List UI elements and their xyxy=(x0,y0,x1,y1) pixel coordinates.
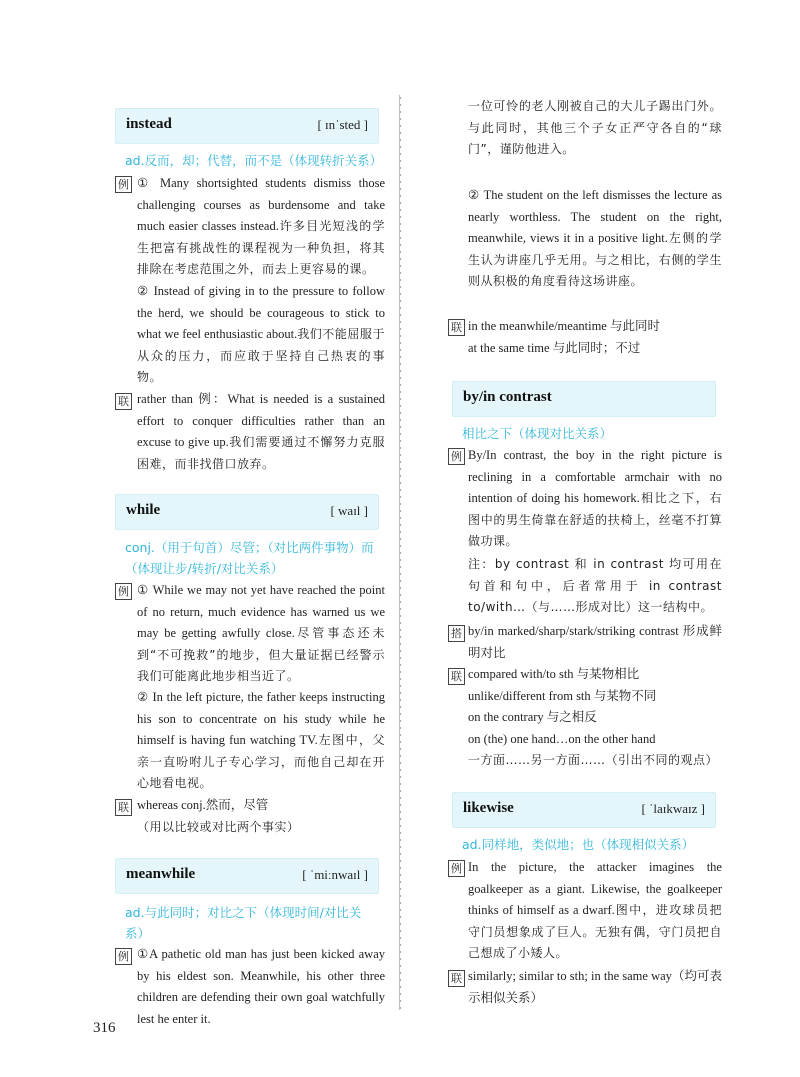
entry-word: by/in contrast xyxy=(463,389,552,405)
related-paragraph xyxy=(137,795,385,838)
example-paragraph xyxy=(137,944,385,1026)
example-tag: 例 xyxy=(448,448,465,465)
example-en: ② Instead of giving in to the pressure to follow the herd, we should be courageous to stick to what we feel enthusiastic about. xyxy=(137,284,385,341)
entry-header-contrast xyxy=(452,381,716,417)
note-text: 注：by contrast 和 in contrast 均可用在句首和句中，后者常用于 in contrast to/with…（与……形成对比）这一结构中。 xyxy=(468,557,722,614)
related-tag: 联 xyxy=(448,319,465,336)
example-zh: 我们不能屈服于从众的压力，而应敢于坚持自己热衷的事物。 xyxy=(137,327,385,384)
related-line: at the same time 与此同时；不过 xyxy=(468,340,641,355)
column-divider xyxy=(395,95,405,1010)
entry-category: ad.与此同时；对比之下（体现时间/对比关系） xyxy=(125,905,362,941)
related-line: in the meanwhile/meantime 与此同时 xyxy=(468,319,660,333)
related-zh: （用以比较或对比两个事实） xyxy=(137,819,300,834)
example-paragraph xyxy=(137,687,385,795)
related-zh: 我们需要通过不懈努力克服困难，而非找借口放弃。 xyxy=(137,435,385,471)
example-en: ② In the left picture, the father keeps instructing his son to concentrate on his study while he himself is having fun watching TV. xyxy=(137,690,385,747)
example-paragraph xyxy=(137,173,385,281)
entry-header-instead xyxy=(115,108,379,144)
example-tag: 例 xyxy=(115,948,132,965)
related-tag: 联 xyxy=(115,393,132,410)
entry-header-likewise xyxy=(452,792,716,828)
entry-word: likewise xyxy=(463,800,514,816)
related-tag: 联 xyxy=(448,668,465,685)
related-text: whereas conj.然而，尽管 xyxy=(137,798,269,812)
entry-header-meanwhile xyxy=(115,858,379,894)
entry-category: ad.同样地，类似地；也（体现相似关系） xyxy=(462,837,695,852)
entry-category: ad.反而，却；代替，而不是（体现转折关系） xyxy=(125,153,383,168)
example-paragraph xyxy=(137,281,385,389)
example-en: In the picture, the attacker imagines the goalkeeper as a giant. Likewise, the goalkeeper thinks of himself as a dwarf. xyxy=(468,860,722,917)
example-paragraph xyxy=(137,580,385,688)
entry-header-while xyxy=(115,494,379,530)
note-paragraph xyxy=(468,554,722,619)
example-zh: 许多目光短浅的学生把富有挑战性的课程视为一种负担，将其排除在考虑范围之外，而去上更容易的课。 xyxy=(137,219,385,276)
related-line: compared with/to sth 与某物相比 xyxy=(468,667,640,681)
example-zh: 图中，进攻球员把守门员想象成了巨人。无独有偶，守门员把自己想成了小矮人。 xyxy=(468,903,722,960)
related-line: 一方面……另一方面……（引出不同的观点） xyxy=(468,753,719,767)
related-paragraph xyxy=(468,316,716,359)
entry-word: instead xyxy=(126,116,172,132)
example-paragraph xyxy=(468,185,722,293)
related-text: similarly; similar to sth; in the same way（均可表示相似关系） xyxy=(468,969,722,1005)
page-number: 316 xyxy=(93,1020,116,1036)
related-paragraph xyxy=(137,389,385,475)
related-paragraph xyxy=(468,664,722,772)
example-en: ①A pathetic old man has just been kicked away by his eldest son. Meanwhile, his other three children are defending their own goal watchfully lest he enter it. xyxy=(137,947,385,1026)
related-text: rather than 例：What is needed is a sustained effort to conquer difficulties rather than an excuse to give up. xyxy=(137,392,385,449)
example-paragraph xyxy=(468,857,722,965)
related-line: on (the) one hand…on the other hand xyxy=(468,731,656,746)
related-tag: 联 xyxy=(448,970,465,987)
entry-phonetic: [ ˈlaɪkwaɪz ] xyxy=(641,801,705,816)
entry-phonetic: [ ɪnˈsted ] xyxy=(317,117,368,132)
example-zh: 左侧的学生认为讲座几乎无用。与之相比，右侧的学生则从积极的角度看待这场讲座。 xyxy=(468,231,722,288)
related-line: unlike/different from sth 与某物不同 xyxy=(468,688,657,703)
example-zh: 相比之下，右图中的男生倚靠在舒适的扶椅上，丝毫不打算做功课。 xyxy=(468,491,722,548)
example-en: ② The student on the left dismisses the lecture as nearly worthless. The student on the right, meanwhile, views it in a positive light. xyxy=(468,188,722,245)
example-continued xyxy=(468,96,722,161)
entry-category: conj.（用于句首）尽管；（对比两件事物）而（体现让步/转折/对比关系） xyxy=(125,540,374,576)
example-zh: 尽管事态还未到“不可挽救”的地步，但大量证据已经警示我们可能离此地步相当近了。 xyxy=(137,626,385,683)
example-tag: 例 xyxy=(448,860,465,877)
example-en: By/In contrast, the boy in the right picture is reclining in a comfortable armchair with no intention of doing his homework. xyxy=(468,448,722,505)
entry-word: while xyxy=(126,502,161,518)
related-paragraph xyxy=(468,966,722,1009)
entry-word: meanwhile xyxy=(126,866,196,882)
example-tag: 例 xyxy=(115,583,132,600)
example-tag: 例 xyxy=(115,176,132,193)
example-zh: 一位可怜的老人刚被自己的大儿子踢出门外。与此同时，其他三个子女正严守各自的“球门”，谨防他进入。 xyxy=(468,99,722,156)
example-paragraph xyxy=(468,445,722,553)
example-zh: 左图中，父亲一直吩咐儿子专心学习，而他自己却在开心地看电视。 xyxy=(137,733,385,790)
entry-category: 相比之下（体现对比关系） xyxy=(462,426,613,441)
collocation-tag: 搭 xyxy=(448,625,465,642)
entry-phonetic: [ ˈmiːnwaɪl ] xyxy=(302,867,368,882)
example-en: ① While we may not yet have reached the point of no return, much evidence has warned us we may be getting awfully close. xyxy=(137,583,385,640)
example-en: ① Many shortsighted students dismiss those challenging courses as burdensome and take much easier classes instead. xyxy=(137,176,385,233)
collocation-paragraph xyxy=(468,621,722,664)
entry-phonetic: [ waɪl ] xyxy=(330,503,368,518)
collocation-text: by/in marked/sharp/stark/striking contrast 形成鲜明对比 xyxy=(468,624,722,660)
related-line: on the contrary 与之相反 xyxy=(468,710,597,724)
related-tag: 联 xyxy=(115,799,132,816)
